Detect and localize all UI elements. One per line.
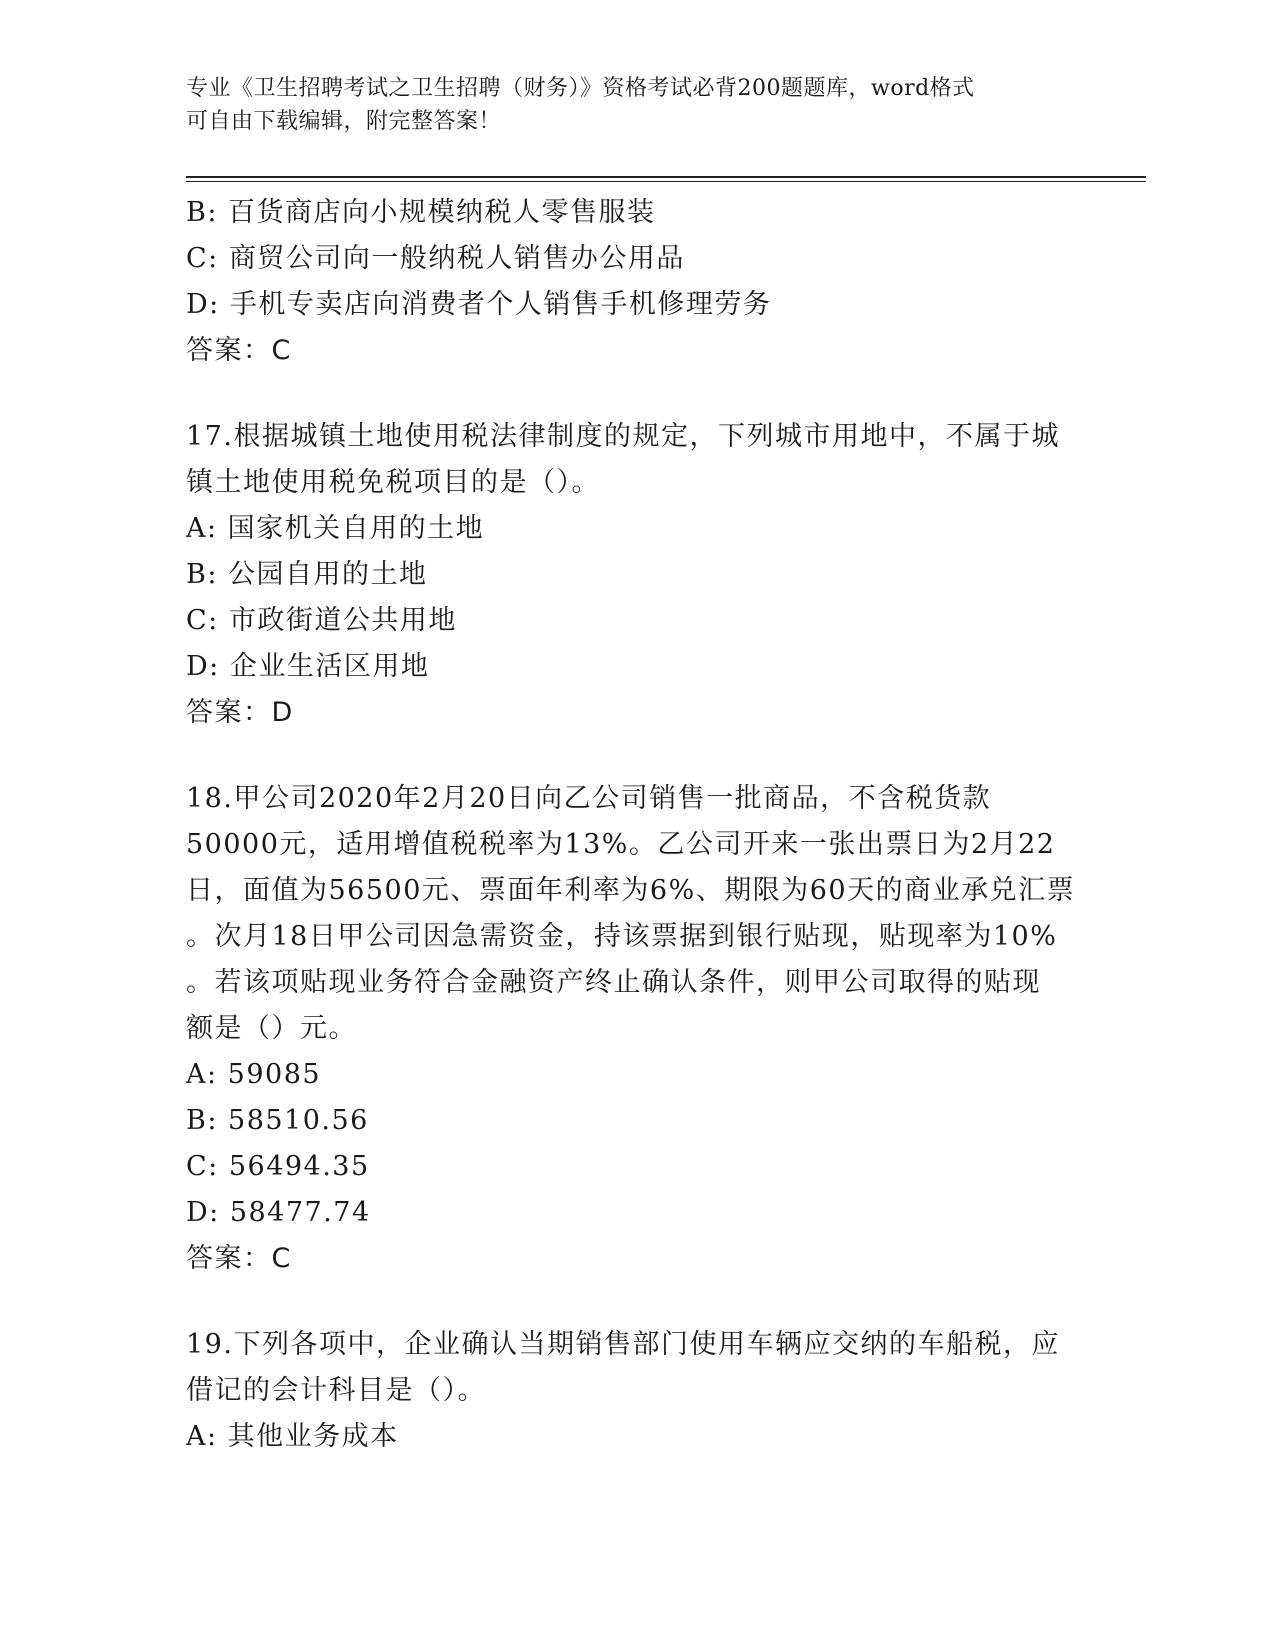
question-stem-line: 。若该项贴现业务符合金融资产终止确认条件，则甲公司取得的贴现 xyxy=(186,967,1041,998)
question-spacer xyxy=(186,1282,1076,1322)
option-d: D: 企业生活区用地 xyxy=(186,651,430,682)
question-stem-line: 借记的会计科目是（）。 xyxy=(186,1375,486,1406)
answer-line: 答案：C xyxy=(186,1243,292,1274)
option-b: B: 公园自用的土地 xyxy=(186,559,428,590)
question-17 xyxy=(186,414,1076,736)
option-a: A: 国家机关自用的土地 xyxy=(186,513,485,544)
question-stem-line: 17.根据城镇土地使用税法律制度的规定，下列城市用地中，不属于城 xyxy=(186,421,1060,452)
document-header xyxy=(186,72,1066,138)
question-18 xyxy=(186,776,1076,1282)
option-a: A: 其他业务成本 xyxy=(186,1421,399,1452)
header-divider xyxy=(186,176,1146,182)
option-c: C: 市政街道公共用地 xyxy=(186,605,457,636)
question-stem-line: 18.甲公司2020年2月20日向乙公司销售一批商品，不含税货款 xyxy=(186,783,992,814)
option-c: C: 商贸公司向一般纳税人销售办公用品 xyxy=(186,243,685,274)
question-list xyxy=(186,190,1076,1460)
question-stem-line: 。次月18日甲公司因急需资金，持该票据到银行贴现，贴现率为10% xyxy=(186,921,1058,952)
header-line-2: 可自由下载编辑，附完整答案！ xyxy=(186,109,502,134)
option-b: B: 58510.56 xyxy=(186,1105,369,1136)
option-d: D: 手机专卖店向消费者个人销售手机修理劳务 xyxy=(186,289,772,320)
question-19 xyxy=(186,1322,1076,1460)
header-line-1: 专业《卫生招聘考试之卫生招聘（财务）》资格考试必背200题题库，word格式 xyxy=(186,76,975,101)
answer-line: 答案：C xyxy=(186,335,292,366)
question-spacer xyxy=(186,374,1076,414)
question-stem-line: 镇土地使用税免税项目的是（）。 xyxy=(186,467,600,498)
option-b: B: 百货商店向小规模纳税人零售服装 xyxy=(186,197,656,228)
question-stem-line: 50000元，适用增值税税率为13%。乙公司开来一张出票日为2月22 xyxy=(186,829,1056,860)
question-spacer xyxy=(186,736,1076,776)
option-a: A: 59085 xyxy=(186,1059,322,1090)
question-16-tail xyxy=(186,190,1076,374)
question-stem-line: 日，面值为56500元、票面年利率为6%、期限为60天的商业承兑汇票 xyxy=(186,875,1076,906)
option-c: C: 56494.35 xyxy=(186,1151,370,1182)
question-stem-line: 19.下列各项中，企业确认当期销售部门使用车辆应交纳的车船税，应 xyxy=(186,1329,1060,1360)
answer-line: 答案：D xyxy=(186,697,294,728)
option-d: D: 58477.74 xyxy=(186,1197,371,1228)
question-stem-line: 额是（）元。 xyxy=(186,1013,357,1044)
